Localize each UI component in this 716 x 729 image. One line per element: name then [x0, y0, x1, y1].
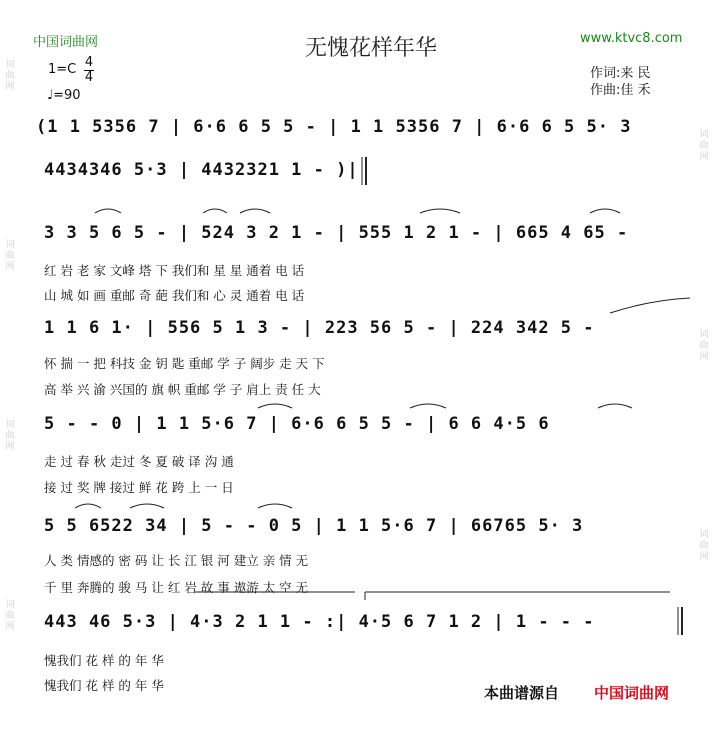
lyric-line-4: 高 举 兴 渝 兴国的 旗 帜 重邮 学 子 肩上 责 任 大: [44, 382, 321, 397]
slur-2: [203, 209, 227, 213]
source-site-link[interactable]: 中国词曲网: [594, 684, 670, 702]
composer-credit: 作曲:佳 禾: [590, 83, 651, 98]
watermark-right-1: 词 曲 网: [699, 130, 709, 162]
lyric-line-6: 接 过 奖 牌 接过 鲜 花 跨 上 一 日: [44, 480, 234, 495]
watermark-left-3: 词 曲 网: [5, 420, 15, 452]
song-title: 无愧花样年华: [305, 36, 438, 61]
site-name-left: 中国词曲网: [33, 35, 99, 50]
lyric-line-3: 怀 揣 一 把 科技 金 钥 匙 重邮 学 子 阔步 走 天 下: [44, 356, 325, 371]
notation-row-4: 1 1 6 1· | 556 5 1 3 - | 223 56 5 - | 224 342 5 -: [44, 318, 595, 338]
slur-5: [590, 209, 620, 213]
lyric-line-2: 山 城 如 画 重邮 奇 葩 我们和 心 灵 通着 电 话: [44, 288, 305, 303]
watermark-left-2: 词 曲 网: [5, 240, 15, 272]
source-label: 本曲谱源自: [484, 684, 560, 702]
key-signature: 1=C: [48, 62, 77, 77]
notation-row-3: 3 3 5 6 5 - | 524 3 2 1 - | 555 1 2 1 - | 665 4 65 -: [44, 223, 629, 243]
slur-1: [95, 209, 121, 213]
slur-8: [410, 404, 446, 408]
lyric-line-9: 愧我们 花 样 的 年 华: [44, 653, 164, 668]
watermark-left-1: 词 曲 网: [5, 60, 15, 92]
watermark-right-2: 词 曲 网: [699, 330, 709, 362]
slur-11: [130, 504, 164, 508]
time-signature: 4 4: [84, 55, 94, 85]
notation-row-1: (1 1 5356 7 | 6·6 6 5 5 - | 1 1 5356 7 | 6·6 6 5 5· 3: [36, 117, 632, 137]
notation-row-6: 5 5 6522 34 | 5 - - 0 5 | 1 1 5·6 7 | 66765 5· 3: [44, 516, 584, 536]
notation-row-7: 443 46 5·3 | 4·3 2 1 1 - :| 4·5 6 7 1 2 | 1 - - -: [44, 612, 595, 632]
watermark-right-3: 词 曲 网: [699, 530, 709, 562]
slur-10: [75, 504, 101, 508]
lyric-line-5: 走 过 春 秋 走过 冬 夏 破 译 沟 通: [44, 454, 234, 469]
tempo-marking: ♩=90: [47, 88, 81, 103]
site-url-right: www.ktvc8.com: [580, 31, 683, 46]
slur-9: [598, 404, 632, 408]
watermark-left-4: 词 曲 网: [5, 600, 15, 632]
slur-12: [258, 504, 292, 508]
lyric-line-7: 人 类 情感的 密 码 让 长 江 银 河 建立 亲 情 无: [44, 553, 309, 568]
lyricist-credit: 作词:来 民: [590, 66, 651, 81]
lyric-line-8: 千 里 奔腾的 骏 马 让 红 岩 故 事 遨游 太 空 无: [44, 580, 309, 595]
slur-3: [240, 209, 270, 213]
slur-4: [420, 209, 460, 213]
notation-row-2: 4434346 5·3 | 4432321 1 - )|: [44, 160, 359, 180]
notation-row-5: 5 - - 0 | 1 1 5·6 7 | 6·6 6 5 5 - | 6 6 4·5 6: [44, 414, 550, 434]
lyric-line-1: 红 岩 老 家 文峰 塔 下 我们和 星 星 通着 电 话: [44, 263, 305, 278]
slur-6: [610, 298, 690, 313]
slur-7: [258, 404, 292, 408]
lyric-line-10: 愧我们 花 样 的 年 华: [44, 678, 164, 693]
